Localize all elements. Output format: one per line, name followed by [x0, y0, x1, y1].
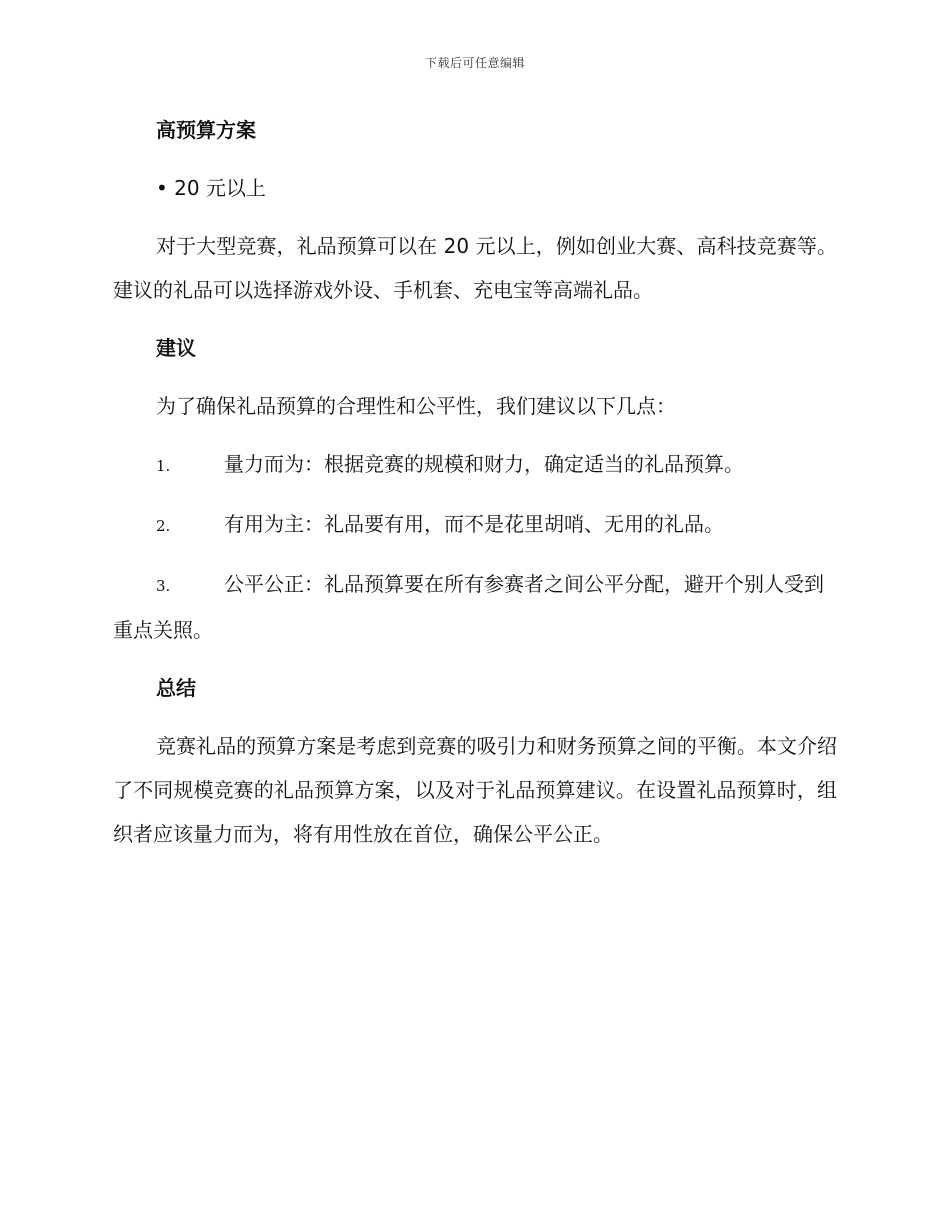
- list-item: [113, 442, 837, 488]
- paragraph-high-budget: 对于大型竞赛，礼品预算可以在 20 元以上，例如创业大赛、高科技竞赛等。建议的礼品可以选择游戏外设、手机套、充电宝等高端礼品。: [113, 234, 837, 302]
- list-text: 量力而为：根据竞赛的规模和财力，确定适当的礼品预算。: [224, 452, 744, 476]
- header-note: 下载后可任意编辑: [424, 56, 525, 70]
- list-text: 有用为主：礼品要有用，而不是花里胡哨、无用的礼品。: [224, 512, 724, 536]
- section-title-high-budget: 高预算方案: [156, 118, 256, 142]
- paragraph-advice-intro: 为了确保礼品预算的合理性和公平性，我们建议以下几点：: [156, 394, 676, 418]
- section-title-advice: 建议: [156, 336, 196, 360]
- list-item: [113, 502, 837, 548]
- paragraph-summary: 竞赛礼品的预算方案是考虑到竞赛的吸引力和财务预算之间的平衡。本文介绍了不同规模竞赛的礼品预算方案，以及对于礼品预算建议。在设置礼品预算时，组织者应该量力而为，将有用性放在首位，确保公平公正。: [113, 734, 837, 846]
- list-item: [113, 562, 837, 652]
- list-number: 2.: [156, 517, 171, 535]
- section-title-summary: 总结: [156, 676, 196, 700]
- list-number: 1.: [156, 457, 171, 475]
- list-number: 3.: [156, 577, 171, 595]
- bullet-item: • 20 元以上: [156, 176, 266, 200]
- list-text: 公平公正：礼品预算要在所有参赛者之间公平分配，避开个别人受到重点关照。: [113, 572, 824, 642]
- document-body: [113, 108, 837, 870]
